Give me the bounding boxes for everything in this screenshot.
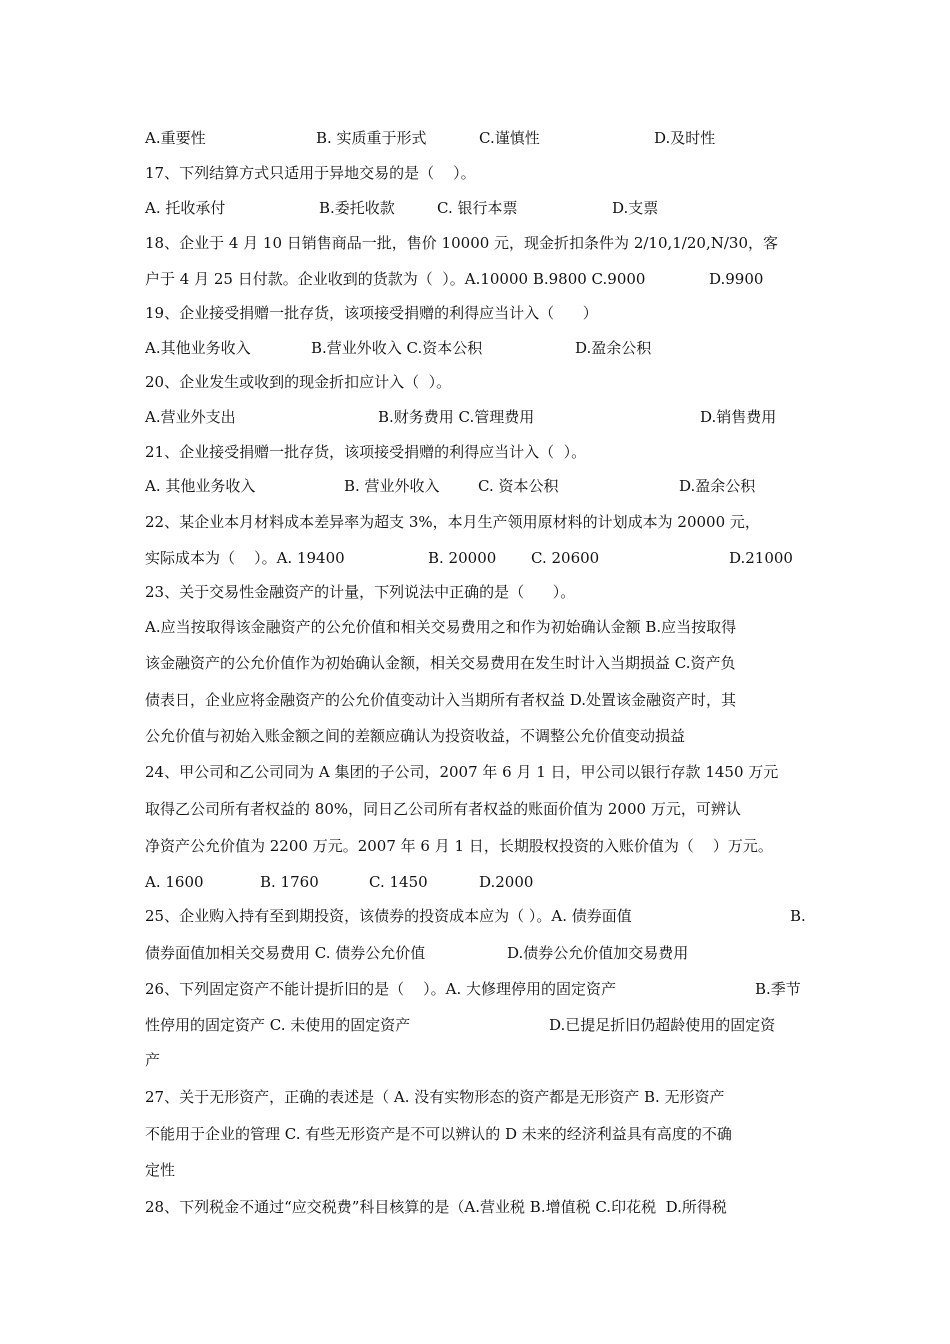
text-segment: 性停用的固定资产 C. 未使用的固定资产: [145, 1016, 411, 1034]
option-a: 实际成本为（ ）。A. 19400: [145, 549, 345, 567]
option-a: A.重要性: [145, 129, 206, 147]
option-b: B.委托收款: [319, 199, 395, 217]
question-26-cont: [145, 1015, 805, 1095]
question-22-cont: [145, 548, 805, 668]
question-27: 27、关于无形资产，正确的表述是（ A. 没有实物形态的资产都是无形资产 B. 无形资产: [145, 1088, 725, 1106]
option-c: C. 1450: [369, 873, 428, 891]
paragraph-line: 定性: [145, 1161, 176, 1179]
option-b: B. 营业外收入: [344, 477, 440, 495]
paragraph-line: 取得乙公司所有者权益的 80%，同日乙公司所有者权益的账面价值为 2000 万元，可辨认: [145, 800, 741, 818]
question-20: 20、企业发生或收到的现金折扣应计入（ ）。: [145, 373, 452, 391]
question-24: 24、甲公司和乙公司同为 A 集团的子公司，2007 年 6 月 1 日，甲公司以银行存款 1450 万元: [145, 763, 779, 781]
option-d: D.9900: [709, 270, 764, 288]
option-c: C. 银行本票: [437, 199, 518, 217]
question-21: 21、企业接受捐赠一批存货，该项接受捐赠的利得应当计入（ ）。: [145, 443, 587, 461]
option-c: C. 资本公积: [478, 477, 559, 495]
paragraph-line: A.应当按取得该金融资产的公允价值和相关交易费用之和作为初始确认金额 B.应当按取得: [145, 618, 737, 636]
option-d: D.2000: [479, 873, 534, 891]
question-19: 19、企业接受捐赠一批存货，该项接受捐赠的利得应当计入（ ）: [145, 304, 598, 322]
option-b-c: B.财务费用 C.管理费用: [378, 408, 535, 426]
question-18: 18、企业于 4 月 10 日销售商品一批，售价 10000 元，现金折扣条件为 2/10,1/20,N/30，客: [145, 234, 778, 252]
option-d: D.已提足折旧仍超龄使用的固定资: [549, 1016, 776, 1034]
option-d: D.盈余公积: [575, 339, 652, 357]
option-d: D.盈余公积: [679, 477, 756, 495]
text-segment: 户于 4 月 25 日付款。企业收到的货款为（ ）。A.10000 B.9800 C.9000: [145, 270, 646, 288]
option-c: C. 20600: [531, 549, 600, 567]
question-17: 17、下列结算方式只适用于异地交易的是（ ）。: [145, 164, 476, 182]
option-a: A. 1600: [145, 873, 204, 891]
option-d: D.销售费用: [700, 408, 777, 426]
paragraph-line: 不能用于企业的管理 C. 有些无形资产是不可以辨认的 D 未来的经济利益具有高度的不确: [145, 1125, 732, 1143]
paragraph-line: 债表日，企业应将金融资产的公允价值变动计入当期所有者权益 D.处置该金融资产时，其: [145, 691, 737, 709]
option-d: D.21000: [729, 549, 793, 567]
option-a: A.营业外支出: [145, 408, 236, 426]
option-a: A. 其他业务收入: [145, 477, 256, 495]
question-22: 22、某企业本月材料成本差异率为超支 3%，本月生产领用原材料的计划成本为 20000 元，: [145, 513, 760, 531]
option-b: B. 20000: [428, 549, 497, 567]
text-segment: 债券面值加相关交易费用 C. 债券公允价值: [145, 944, 426, 962]
option-c: C.谨慎性: [479, 129, 540, 147]
paragraph-line: 该金融资产的公允价值作为初始确认金额，相关交易费用在发生时计入当期损益 C.资产负: [145, 654, 736, 672]
option-d: D.及时性: [654, 129, 716, 147]
paragraph-line: 公允价值与初始入账金额之间的差额应确认为投资收益，不调整公允价值变动损益: [145, 727, 686, 745]
text-segment: 26、下列固定资产不能计提折旧的是（ ）。A. 大修理停用的固定资产: [145, 980, 617, 998]
question-28: 28、下列税金不通过“应交税费”科目核算的是（A.营业税 B.增值税 C.印花税 D.所得税: [145, 1198, 727, 1216]
text-segment: 25、企业购入持有至到期投资，该债券的投资成本应为（ ）。A. 债券面值: [145, 907, 632, 925]
option-a: A. 托收承付: [145, 199, 226, 217]
option-d: D.支票: [612, 199, 659, 217]
option-b: B. 实质重于形式: [316, 129, 427, 147]
option-b: B.季节: [755, 980, 801, 998]
option-b-c: B.营业外收入 C.资本公积: [311, 339, 483, 357]
paragraph-line: 产: [145, 1051, 161, 1069]
option-a: A.其他业务收入: [145, 339, 251, 357]
option-d: D.债券公允价值加交易费用: [507, 944, 689, 962]
question-23: 23、关于交易性金融资产的计量，下列说法中正确的是（ ）。: [145, 583, 576, 601]
paragraph-line: 净资产公允价值为 2200 万元。2007 年 6 月 1 日，长期股权投资的入账价值为（ ）万元。: [145, 837, 773, 855]
option-b: B. 1760: [260, 873, 319, 891]
option-b: B.: [790, 907, 806, 925]
